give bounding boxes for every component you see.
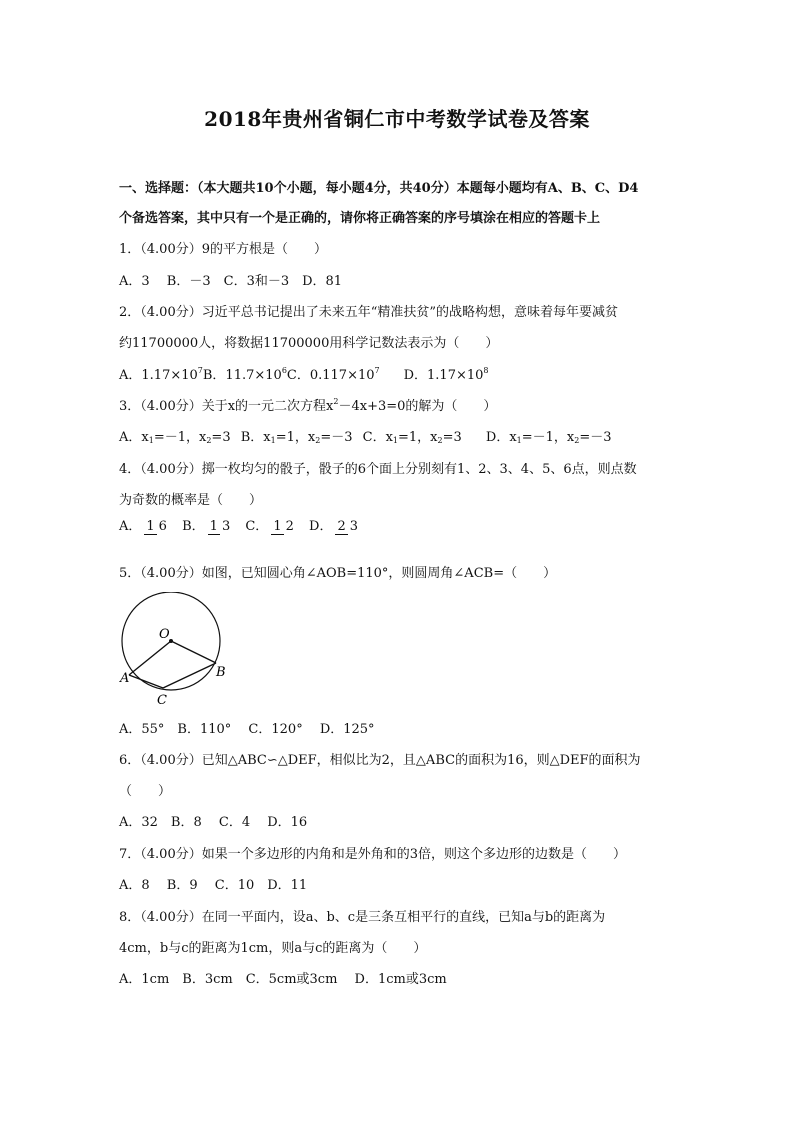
circle-angle-figure bbox=[112, 592, 236, 710]
question-3-option-b: B．$x_1=1$，$x_2=-3$ bbox=[240, 430, 353, 445]
label-o: O bbox=[159, 627, 170, 642]
question-2-stem-line-1: 2．（4.00分）习近平总书记提出了未来五年“精准扶贫”的战略构想，意味着每年要减贫 bbox=[119, 305, 619, 320]
question-2-stem-line-2: 约11700000人，将数据11700000用科学记数法表示为（ ） bbox=[119, 336, 499, 351]
label-c: C bbox=[157, 693, 167, 708]
radius-oa bbox=[129, 641, 171, 675]
question-7-options: A．8 B．9 C．10 D．11 bbox=[119, 878, 308, 893]
label-b: B bbox=[216, 665, 226, 680]
question-6-stem-line-2: （ ） bbox=[119, 784, 172, 799]
question-4-options bbox=[119, 515, 363, 535]
question-3-option-d: D．$x_1=-1$，$x_2=-3$ bbox=[485, 430, 612, 445]
page-title: 2018年贵州省铜仁市中考数学试卷及答案 bbox=[204, 107, 590, 131]
question-3-option-a: A．$x_1=-1$，$x_2=3$ bbox=[119, 430, 231, 445]
question-2-option-c: C．$0.117\times 10^7$ bbox=[286, 366, 380, 383]
section-intro-line-2: 个备选答案，其中只有一个是正确的，请你将正确答案的序号填涂在相应的答题卡上 bbox=[119, 211, 601, 226]
question-2-options bbox=[119, 364, 489, 383]
chord-bc bbox=[163, 663, 216, 688]
question-2-option-d: D．$1.17\times 10^8$ bbox=[403, 366, 489, 383]
section-intro-line-1: 一、选择题：（本大题共10个小题，每小题4分，共40分）本题每小题均有A、B、C、D4 bbox=[119, 181, 639, 196]
question-8-stem-line-2: 4cm，b与c的距离为1cm，则a与c的距离为（ ） bbox=[119, 941, 427, 956]
question-4-stem-line-1: 4．（4.00分）掷一枚均匀的骰子，骰子的6个面上分别刻有1、2、3、4、5、6点，则点数 bbox=[119, 462, 637, 477]
question-6-stem-line-1: 6．（4.00分）已知△ABC∽△DEF，相似比为2，且△ABC的面积为16，则△DEF的面积为 bbox=[119, 753, 641, 768]
question-7-stem: 7．（4.00分）如果一个多边形的内角和是外角和的3倍，则这个多边形的边数是（ ） bbox=[119, 847, 626, 862]
question-6-options: A．32 B．8 C．4 D．16 bbox=[119, 815, 308, 830]
question-4-option-c: C． 1 2 bbox=[245, 518, 294, 534]
question-2-option-b: B．$11.7\times 10^6$ bbox=[202, 366, 287, 383]
question-3-options bbox=[119, 426, 612, 445]
question-3-option-c: C．$x_1=1$，$x_2=3$ bbox=[362, 430, 462, 445]
chord-ac bbox=[129, 675, 163, 688]
radius-ob bbox=[171, 641, 216, 663]
question-8-stem-line-1: 8．（4.00分）在同一平面内，设a、b、c是三条互相平行的直线，已知a与b的距离为 bbox=[119, 910, 606, 925]
question-5-stem: 5．（4.00分）如图，已知圆心角∠AOB=110°，则圆周角∠ACB=（ ） bbox=[119, 566, 557, 581]
question-4-option-d: D． 2 3 bbox=[309, 518, 359, 534]
question-1-stem: 1．（4.00分）9的平方根是（ ） bbox=[119, 242, 327, 257]
label-a: A bbox=[120, 671, 130, 686]
question-2-option-a: A．$1.17\times 10^7$ bbox=[119, 366, 203, 383]
question-8-options: A．1cm B．3cm C．5cm或3cm D．1cm或3cm bbox=[119, 972, 447, 987]
question-1-options: A．3 B．－3 C．3和－3 D．81 bbox=[119, 274, 343, 289]
question-4-option-b: B． 1 3 bbox=[182, 518, 231, 534]
question-3-stem: 3．（4.00分）关于x的一元二次方程$x^2-4x+3=0$的解为（ ） bbox=[119, 397, 497, 414]
question-4-option-a: A． 1 6 bbox=[119, 518, 167, 534]
question-5-options: A．55° B．110° C．120° D．125° bbox=[119, 722, 375, 737]
question-4-stem-line-2: 为奇数的概率是（ ） bbox=[119, 493, 263, 508]
